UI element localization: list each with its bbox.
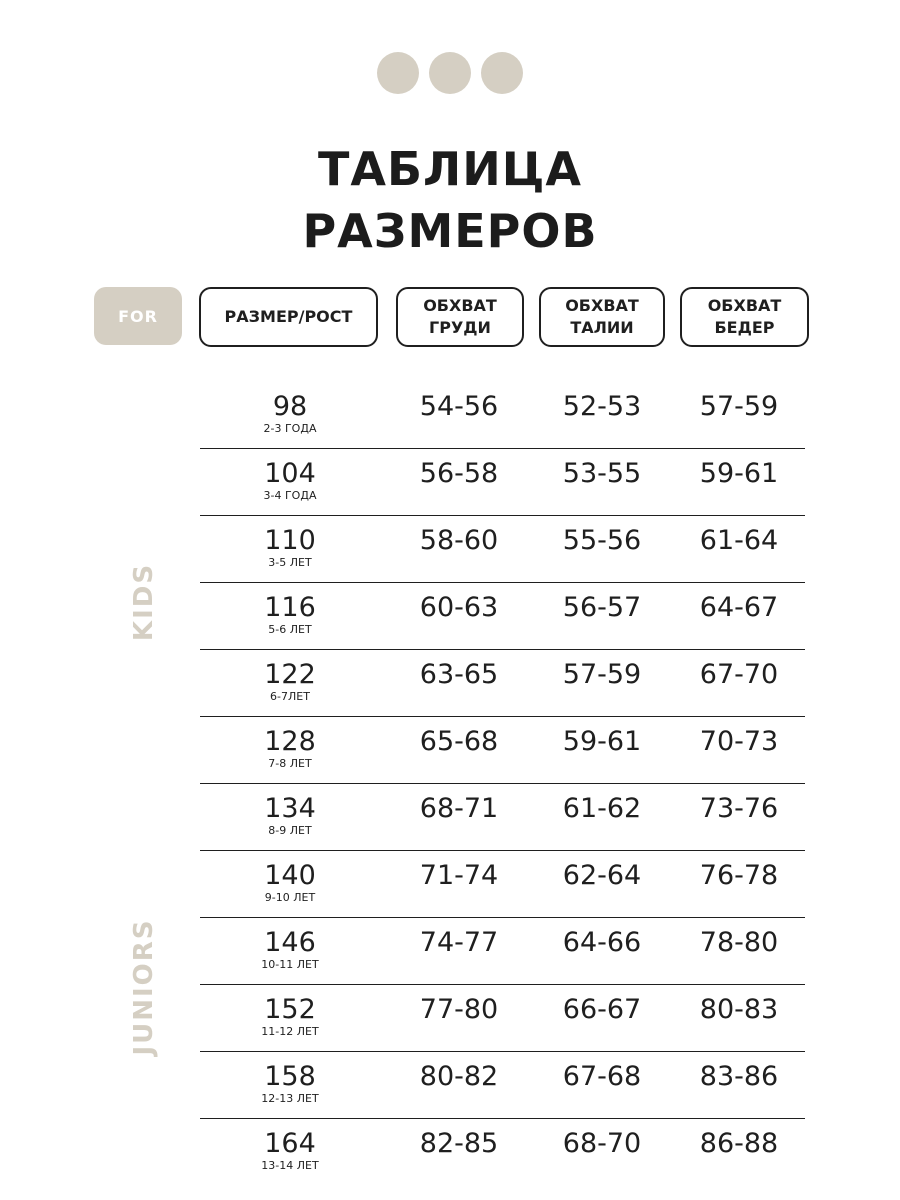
header-waist-line-1: ОБХВАТ	[565, 296, 639, 315]
chest-value: 54-56	[419, 391, 499, 422]
chest-value: 60-63	[419, 592, 499, 623]
size-value: 146	[264, 927, 316, 958]
dot-2	[429, 52, 471, 94]
chest-value: 63-65	[419, 659, 499, 690]
waist-value: 55-56	[562, 525, 642, 556]
age-range: 13-14 ЛЕТ	[261, 1159, 319, 1172]
decorative-dots	[377, 52, 523, 94]
chest-value: 58-60	[419, 525, 499, 556]
table-row	[200, 783, 805, 850]
chest-value: 65-68	[419, 726, 499, 757]
table-row	[200, 1051, 805, 1118]
size-table	[200, 382, 805, 1185]
hips-value: 80-83	[699, 994, 779, 1025]
header-waist-line-2: ТАЛИИ	[570, 318, 634, 337]
dot-3	[481, 52, 523, 94]
table-row	[200, 382, 805, 448]
age-range: 3-4 ГОДА	[263, 489, 317, 502]
waist-value: 64-66	[562, 927, 642, 958]
dot-1	[377, 52, 419, 94]
header-size-label: РАЗМЕР/РОСТ	[224, 307, 353, 326]
header-chest-line-2: ГРУДИ	[429, 318, 491, 337]
size-cell	[200, 650, 380, 704]
size-cell	[200, 1119, 380, 1173]
size-cell	[200, 918, 380, 972]
size-cell	[200, 784, 380, 838]
title-line-2: РАЗМЕРОВ	[302, 204, 598, 258]
header-chest	[396, 287, 524, 347]
waist-value: 66-67	[562, 994, 642, 1025]
age-range: 11-12 ЛЕТ	[261, 1025, 319, 1038]
age-range: 10-11 ЛЕТ	[261, 958, 319, 971]
waist-value: 62-64	[562, 860, 642, 891]
size-value: 140	[264, 860, 316, 891]
waist-value: 68-70	[562, 1128, 642, 1159]
table-row	[200, 649, 805, 716]
header-hips-line-2: БЕДЕР	[714, 318, 775, 337]
chest-value: 74-77	[419, 927, 499, 958]
header-hips	[680, 287, 809, 347]
chest-value: 68-71	[419, 793, 499, 824]
waist-value: 57-59	[562, 659, 642, 690]
size-cell	[200, 985, 380, 1039]
waist-value: 53-55	[562, 458, 642, 489]
age-range: 9-10 ЛЕТ	[264, 891, 316, 904]
size-cell	[200, 449, 380, 503]
size-cell	[200, 851, 380, 905]
size-value: 128	[264, 726, 316, 757]
waist-value: 67-68	[562, 1061, 642, 1092]
hips-value: 76-78	[699, 860, 779, 891]
hips-value: 78-80	[699, 927, 779, 958]
chest-value: 80-82	[419, 1061, 499, 1092]
age-range: 8-9 ЛЕТ	[268, 824, 312, 837]
waist-value: 56-57	[562, 592, 642, 623]
size-cell	[200, 382, 380, 436]
header-hips-line-1: ОБХВАТ	[707, 296, 782, 315]
size-value: 152	[264, 994, 316, 1025]
hips-value: 67-70	[699, 659, 779, 690]
table-row	[200, 515, 805, 582]
age-range: 5-6 ЛЕТ	[268, 623, 312, 636]
hips-value: 83-86	[699, 1061, 779, 1092]
table-row	[200, 917, 805, 984]
chest-value: 71-74	[419, 860, 499, 891]
size-value: 98	[272, 391, 308, 422]
header-chest-line-1: ОБХВАТ	[423, 296, 497, 315]
size-cell	[200, 1052, 380, 1106]
hips-value: 57-59	[699, 391, 779, 422]
size-value: 110	[264, 525, 316, 556]
table-row	[200, 448, 805, 515]
waist-value: 52-53	[562, 391, 642, 422]
age-range: 7-8 ЛЕТ	[268, 757, 312, 770]
side-label-kids: KIDS	[129, 562, 159, 642]
hips-value: 64-67	[699, 592, 779, 623]
header-size	[199, 287, 378, 347]
table-row	[200, 1118, 805, 1185]
table-row	[200, 582, 805, 649]
hips-value: 61-64	[699, 525, 779, 556]
age-range: 2-3 ГОДА	[263, 422, 317, 435]
age-range: 12-13 ЛЕТ	[261, 1092, 319, 1105]
size-cell	[200, 717, 380, 771]
hips-value: 73-76	[699, 793, 779, 824]
table-row	[200, 984, 805, 1051]
header-waist	[539, 287, 665, 347]
chest-value: 82-85	[419, 1128, 499, 1159]
hips-value: 86-88	[699, 1128, 779, 1159]
size-value: 116	[264, 592, 316, 623]
size-value: 164	[264, 1128, 316, 1159]
hips-value: 59-61	[699, 458, 779, 489]
size-cell	[200, 583, 380, 637]
hips-value: 70-73	[699, 726, 779, 757]
table-row	[200, 716, 805, 783]
age-range: 3-5 ЛЕТ	[268, 556, 312, 569]
waist-value: 59-61	[562, 726, 642, 757]
table-row	[200, 850, 805, 917]
for-tag: FOR	[94, 287, 182, 345]
age-range: 6-7ЛЕТ	[270, 690, 310, 703]
page-title	[0, 138, 900, 262]
size-value: 158	[264, 1061, 316, 1092]
chest-value: 77-80	[419, 994, 499, 1025]
waist-value: 61-62	[562, 793, 642, 824]
size-value: 134	[264, 793, 316, 824]
chest-value: 56-58	[419, 458, 499, 489]
size-cell	[200, 516, 380, 570]
size-value: 104	[264, 458, 316, 489]
size-value: 122	[264, 659, 316, 690]
title-line-1: ТАБЛИЦА	[317, 142, 583, 196]
side-label-juniors: JUNIORS	[129, 918, 159, 1056]
